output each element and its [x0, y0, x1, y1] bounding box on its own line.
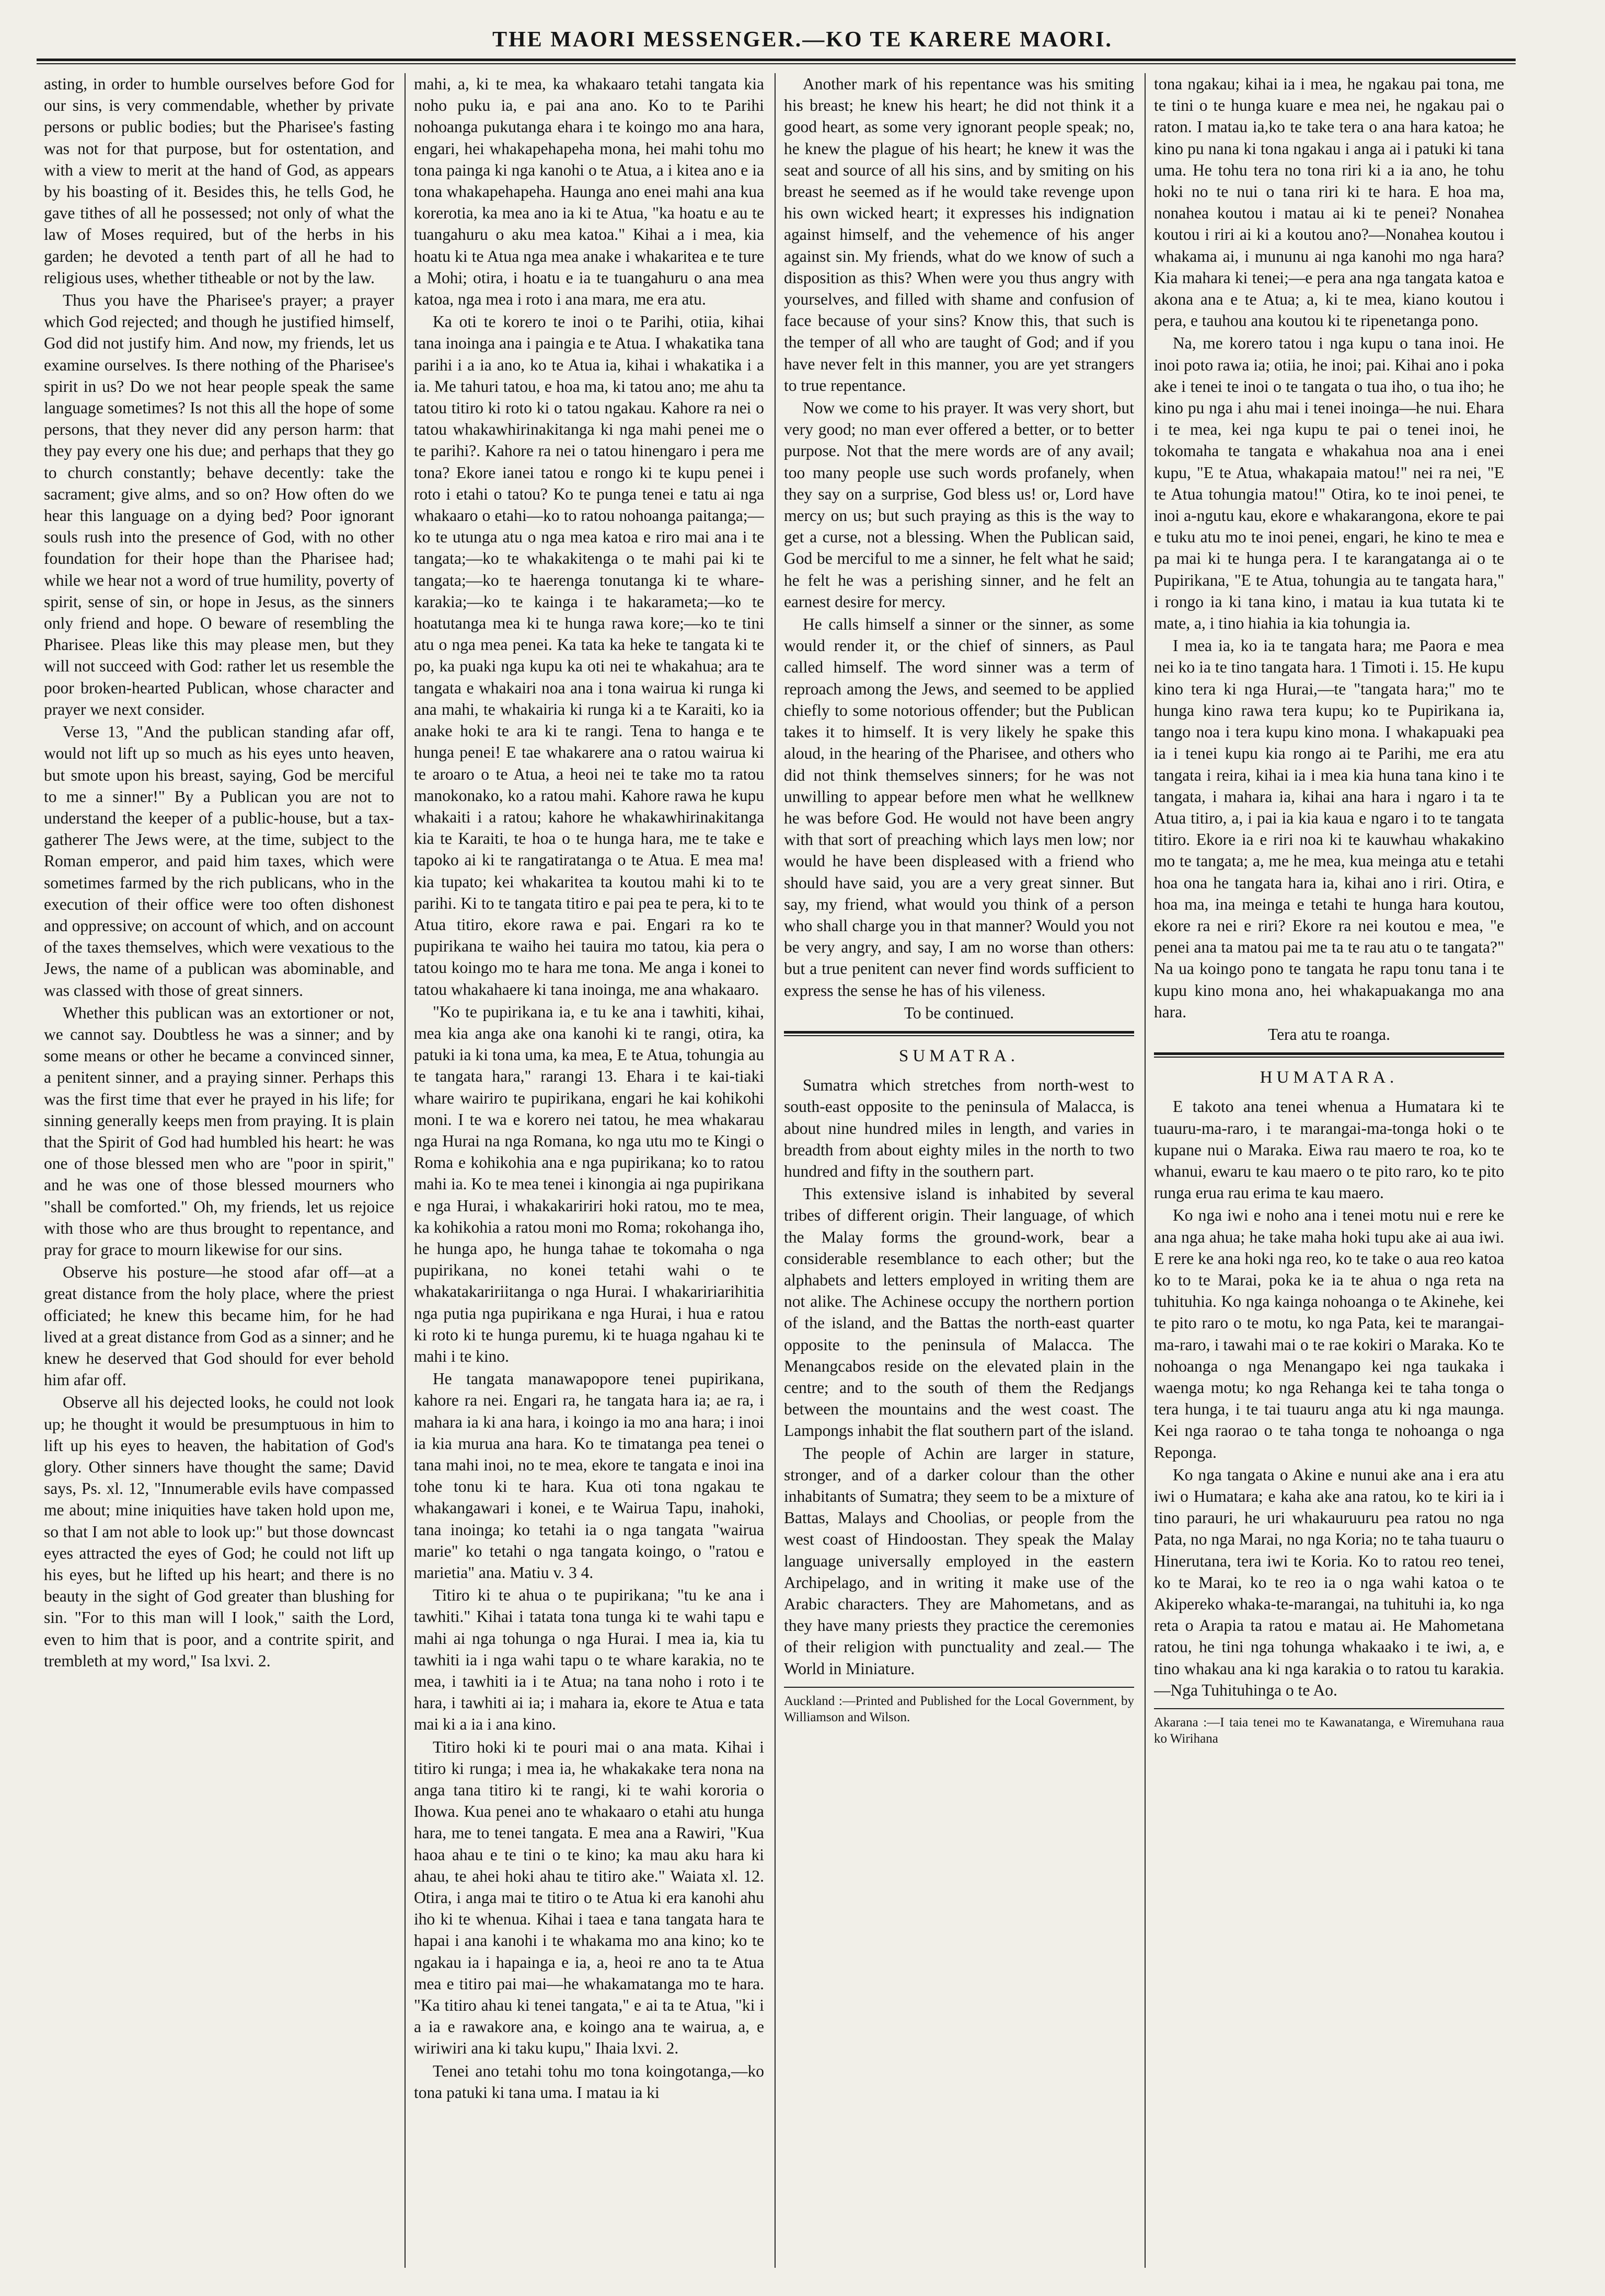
- paragraph: Another mark of his repentance was his smiting his breast; he knew his heart; he did not think it a good heart, as some very ignorant people speak; no, he knew the plague of his heart; he knew it was the seat and source of all his sins, and by smiting on his breast he seemed as if he would take revenge upon his own wicked heart; it expresses his indignation against himself, and the vehemence of his anger against sin. My friends, what do we know of such a disposition as this? When were you thus angry with yourselves, and filled with shame and confusion of face because of your sins? Know this, that such is the temper of all who are taught of God; and if you have never felt in this manner, you are yet strangers to true repentance.: [784, 75, 1134, 395]
- paragraph: The people of Achin are larger in stature, stronger, and of a darker colour than the other inhabitants of Sumatra; they seem to be a mixture of Battas, Malays and Choolias, or people from the west coast of Hindoostan. They speak the Malay language universally employed in the eastern Archipelago, and in writing it make use of the Arabic characters. They are Mahometans, and as they have many priests they practice the ceremonies of their religion with punctuality and zeal.— The World in Miniature.: [784, 1444, 1134, 1678]
- paragraph: Ko nga iwi e noho ana i tenei motu nui e rere ke ana nga ahua; he take maha hoki tupu ake ai aua iwi. E rere ke ana hoki nga reo, ko te take o aua reo katoa ko to te Marai, poka ke ia te ahua o nga reta na tuhituhia. Ko nga kainga nohoanga o te Akinehe, kei te pito raro o te motu, ko nga Pata, kei te marangai-ma-raro, i tawahi mai o te rae kokiri o Maraka. Ko te nohoanga o nga Menangapo kei nga taukaka i waenga motu; ko nga Rehanga kei te taha tonga o tera hunga, i te tai tuauru anga atu ki nga maunga. Kei nga raorao o te taha tonga te nohoanga o nga Reponga.: [1154, 1206, 1504, 1462]
- paragraph: Ko nga tangata o Akine e nunui ake ana i era atu iwi o Humatara; e kaha ake ana ratou, ko te kiri ia i tino parauri, he uri whakauruuru pea ratou no nga Pata, no nga Marai, no nga Koria; no te taha tuauru o Hinerutana, tera iwi te Koria. Ko to ratou reo tenei, ko te Marai, ko te reo ia o nga wahi katoa o te Akipereko whaka-te-marangai, na tuhituhi ia, ko nga reta o Arapia ta ratou e matau ai. He Mahometana ratou, he tini nga tohunga whakaako i te iwi, a, e tino whakau ana ki nga karakia o to ratou tu karakia.—Nga Tuhituhinga o te Ao.: [1154, 1465, 1504, 1699]
- paragraph: Tenei ano tetahi tohu mo tona koingotanga,—ko tona patuki ki tana uma. I matau ia ki: [414, 2061, 764, 2102]
- paragraph: E takoto ana tenei whenua a Humatara ki te tuauru-ma-raro, i te marangai-ma-tonga hoki o te kupane nui o Maraka. Eiwa rau maero te roa, ko te whanui, ewaru te kau maero o te pito raro, ko te pito runga erua rau erima te kau maero.: [1154, 1097, 1504, 1202]
- paragraph: Whether this publican was an extortioner or not, we cannot say. Doubtless he was a sinner; and by some means or other he became a convinced sinner, a penitent sinner, and a praying sinner. Perhaps this was the first time that ever he prayed in his life; for sinning generally keeps men from praying. It is plain that the Spirit of God had humbled his heart: he was one of those blessed men who are "poor in spirit," and he was one of those blessed mourners who "shall be comforted." Oh, my friends, let us rejoice with those who are thus brought to repentance, and pray for grace to mourn likewise for our sins.: [44, 1003, 394, 1259]
- column-divider: [405, 73, 406, 2268]
- section-heading-humatara: HUMATARA.: [1260, 1068, 1399, 1087]
- to-be-continued: To be continued.: [904, 1003, 1014, 1022]
- masthead-rule: [37, 59, 1516, 61]
- paragraph: Now we come to his prayer. It was very short, but very good; no man ever offered a better, or to better purpose. Not that the mere words are of any avail; too many people use such words profanely, when they say on a surprise, God bless us! or, Lord have mercy on us; but such praying as this is the way to get a curse, not a blessing. When the Publican said, God be merciful to me a sinner, he felt what he said; he felt he was a perishing sinner, and he felt an earnest desire for mercy.: [784, 399, 1134, 611]
- column-3-english: [784, 73, 1134, 2278]
- column-2-maori-sermon: [414, 73, 764, 2278]
- paragraph: This extensive island is inhabited by several tribes of different origin. Their language, of which the Malay forms the ground-work, bear a considerable resemblance to each other; but the alphabets and letters employed in writing them are not alike. The Achinese occupy the northern portion of the island, and the Battas the north-east quarter opposite to the peninsula of Malacca. The Menangcabos reside on the elevated plain in the centre; and to the south of them the Redjangs between the mountains and the west coast. The Lampongs inhabit the flat southern part of the island.: [784, 1185, 1134, 1440]
- paragraph: Observe all his dejected looks, he could not look up; he thought it would be presumptuous in him to lift up his eyes to heaven, the habitation of God's glory. Other sinners have thought the same; David says, Ps. xl. 12, "Innumerable evils have compassed me about; mine iniquities have taken hold upon me, so that I am not able to look up:" but those downcast eyes attracted the eyes of God; he could not lift up his eyes, but he lifted up his heart; and there is no beauty in the sight of God greater than blushing for sin. "For to this man will I look," saith the Lord, even to him that is poor, and a contrite spirit, and trembleth at my word," Isa lxvi. 2.: [44, 1393, 394, 1670]
- paragraph: Titiro hoki ki te pouri mai o ana mata. Kihai i titiro ki runga; i mea ia, he whakakake tera nona na anga tana titiro ki te rangi, ki te wahi kororia o Ihowa. Kua penei ano te whakaaro o etahi atu hunga hara, me to tenei tangata. E mea ana a Rawiri, "Kua haoa ahau e te tini o te kino; ka mau aku hara ki ahau, te ahei hoki ahau te titiro ake." Waiata xl. 12. Otira, i anga mai te titiro o te Atua ki era kanohi ahu iho ki te whenua. Kihai i taea e tana tangata hara te hapai i ana kanohi i te whakama mo ana kino; ko te ngakau ia i hapainga e ia, a, heoi re ano ta te Atua mea e titiro pai mai—he whakamatanga mo te hara. "Ka titiro ahau ki tenei tangata," e ai ta te Atua, "ki i a ia e rawakore ana, e koingo ana te wairua, a, e wiriwiri ana ki taku kupu," Ihaia lxvi. 2.: [414, 1737, 764, 2058]
- paragraph: "Ko te pupirikana ia, e tu ke ana i tawhiti, kihai, mea kia anga ake ona kanohi ki te rangi, otira, ka patuki ia ki tona uma, ka mea, E te Atua, tohungia au te tangata hara," rarangi 13. Ehara i te kai-tiaki whare wairiro te pupirikana, engari he kai kohikohi moni. I te wa e korero nei tatou, he mea whakarau nga Hurai na nga Romana, ko nga utu mo te Kingi o Roma e kohikohia ana e nga pupirikana; ko to ratou mahi ia. Ko te mea tenei i kinongia ai nga pupirikana e nga Hurai, i whakakaririri hoki ratou, mo te mea, ka kohikohia a ratou moni mo Roma; rokohanga iho, he hunga apo, he hunga tahae te tokomaha o nga pupirikana, no konei tetahi wahi o te whakatakaririitanga o nga Hurai. I whakaririarihitia nga putia nga pupirikana e nga Hurai, i hua e ratou ki roto ki te hunga puremu, ki te huaga ngahau ki te mahi i te kino.: [414, 1002, 764, 1365]
- to-be-continued-maori: Tera atu te roanga.: [1268, 1025, 1390, 1043]
- paragraph: Titiro ki te ahua o te pupirikana; "tu ke ana i tawhiti." Kihai i tatata tona tunga ki te wahi tapu e mahi ai nga tohunga o nga Hurai. I mea ia, kia tu tawhiti ia i nga wahi tapu o te whare karakia, no te mea, i tawhiti ia i te Atua; na tana noho i roto i te hara, i tawhiti ai ia; i mahara ia, ekore te Atua e tata mai ki a ia i ana kino.: [414, 1586, 764, 1734]
- section-heading-sumatra: SUMATRA.: [899, 1046, 1019, 1065]
- paragraph: mahi, a, ki te mea, ka whakaaro tetahi tangata kia noho puku ia, e pai ana ano. Ko to te Parihi nohoanga pukutanga ehara i te koingo mo ana hara, engari, hei whakapehapeha mona, hei mahi tohu mo tona painga ki nga kanohi o te Atua, a i kitea ano e ia tona whakapehapeha. Haunga ano enei mahi ana kua korerotia, ka mea ano ia ki te Atua, "ka hoatu e au te tuangahuru o aku mea katoa." Kihai a i mea, kia hoatu ki te Atua nga mea anake i whakaritea e te ture a Mohi; otira, i hoatu e ia te tuangahuru o ana mea katoa, nga mea i roto i ana mara, me era atu.: [414, 75, 764, 309]
- paragraph: Observe his posture—he stood afar off—at a great distance from the holy place, where the priest officiated; he knew this became him, for he had lived at a great distance from God as a sinner; and he knew he deserved that God should for ever behold him afar off.: [44, 1263, 394, 1389]
- paragraph: Thus you have the Pharisee's prayer; a prayer which God rejected; and though he justified himself, God did not justify him. And now, my friends, let us examine ourselves. Is there nothing of the Pharisee's spirit in us? Do we not hear people speak the same language sometimes? Is not this all the hope of some persons, that they never did any person harm: that they pay every one his due; and perhaps that they go to church constantly; behave decently: take the sacrament; give alms, and so on? How often do we hear this language on a dying bed? Poor ignorant souls rush into the presence of God, with no other foundation for their hope than the Pharisee had; while we hear not a word of true humility, poverty of spirit, sense of sin, or hope in Jesus, as the sinners only friend and hope. O beware of resembling the Pharisee. Pleas like this may please men, but they will not succeed with God: rather let us resemble the poor broken-hearted Publican, whose character and prayer we next consider.: [44, 291, 394, 718]
- masthead-title: THE MAORI MESSENGER.—KO TE KARERE MAORI.: [492, 28, 1113, 52]
- column-1-english-sermon: [44, 73, 394, 2278]
- imprint-english: Auckland :—Printed and Published for the Local Government, by Williamson and Wilson.: [784, 1687, 1134, 1725]
- section-rule: [1154, 1052, 1504, 1055]
- paragraph: He calls himself a sinner or the sinner, as some would render it, or the chief of sinners, as Paul called himself. The word sinner was a term of reproach among the Jews, and seemed to be applied chiefly to some notorious offender; but the Publican takes it to himself. It is very likely he spake this aloud, in the hearing of the Pharisee, and others who did not think themselves sinners; for he was not unwilling to appear before men what he wellknew he was before God. He would not have been angry with that sort of preaching which lays men low; nor would he have been displeased with a friend who should have said, you are a very great sinner. But say, my friend, what would you think of a person who shall charge you in that manner? Would you not be very angry, and say, I am no worse than others: but a true penitent can never find words sufficient to express the sense he has of his vileness.: [784, 615, 1134, 1000]
- paragraph: Na, me korero tatou i nga kupu o tana inoi. He inoi poto rawa ia; otiia, he inoi; pai. Kihai ano i poka ake i tenei te inoi o te tangata o tua iho, o tua iho; he kino pu nga i ahu mai i tenei inoinga—he nui. Ehara i te mea, kei nga kupu te pai o tenei inoi, he tokomaha te tangata e whakahua noa ana i enei kupu, "E te Atua, whakapaia matou!" nei ra nei, "E te Atua tohungia matou!" Otira, ko te inoi penei, te inoi a-ngutu kau, ekore e whakarangona, ekore te pai e tuku atu mo te inoi penei, engari, he kino te mea e pa mai ki te hunga pera. I te karangatanga ai o te Pupirikana, "E te Atua, tohungia au te tangata hara," i rongo ia ki tana kino, i matau ia kua tutata ki te mate, a, i tino hiahia ia kia tohungia ia.: [1154, 334, 1504, 633]
- masthead: [0, 0, 1605, 63]
- paragraph: Ka oti te korero te inoi o te Parihi, otiia, kihai tana inoinga ana i paingia e te Atua. I whakatika tana parihi i a ia ano, ko te Atua ia, kihai i whakatika i a ia. Me tahuri tatou, e hoa ma, ki tatou ano; me ahu ta tatou titiro ki roto ki o tatou ngakau. Kahore ra nei o tatou whakawhirinakitanga ki nga mahi penei me o te parihi?. Kahore ra nei o tatou hinengaro i pera me tona? Ekore ianei tatou e rongo ki te kupu penei i roto i etahi o tatou? Ko te punga tenei e tatu ai nga whakaaro o etahi—ko to ratou nohoanga paitanga;—ko te utunga atu o nga mea katoa e riro mai ana i te tangata;—ko te whakakitenga o te mahi pai ki te tangata;—ko te haerenga tonutanga ki te whare-karakia;—ko te kainga i te hakarameta;—ko te hoatutanga mea ki te hunga rawa kore;—ko te tini atu o nga mea penei. Ka tata ka heke te tangata ki te po, ka puaki nga kupu ka oti nei te whakahua; ara te tangata e whakairi noa ana i tona wairua ki runga ki ana mahi, te whakairia ki runga ki a te Karaiti, ko ia anake hoki te ara ki te rangi. Tena to hanga e te hunga penei! E tae whakarere ana o ratou wairua ki te aroaro o te Atua, a heoi nei te take mo ta ratou manokonako, ko a ratou mahi. Kahore rawa he kupu whakaiti i a ratou; kahore he whakawhirinakitanga kia te Karaiti, te hoa o te hunga hara, me te take e tapoko ai ki te rangatiratanga o te Atua. E mea ma! kia tupato; kei whakaritea ta koutou mahi ki to te parihi. Ki to te tangata titiro e pai pea te pera, ki to te Atua titiro, ekore rawa e pai. Engari ra ko te pupirikana te waiho hei tauira mo tatou, kia pera o tatou koingo mo te hara me tona. Me anga i konei to tatou whakahaere ki tana inoinga, me ana whakaaro.: [414, 312, 764, 999]
- column-4-maori: [1154, 73, 1504, 2278]
- paragraph: Sumatra which stretches from north-west to south-east opposite to the peninsula of Malacca, is about nine hundred miles in length, and varies in breadth from about eighty miles in the north to two hundred and fifty in the southern part.: [784, 1076, 1134, 1180]
- paragraph: asting, in order to humble ourselves before God for our sins, is very commendable, whether by private persons or public bodies; but the Pharisee's fasting was not for that purpose, but for ostentation, and with a view to merit at the hand of God, as appears by his boasting of it. Besides this, he tells God, he gave tithes of all he possessed; not only of what the law of Moses required, but of the herbs in his garden; he devoted a tenth part of all he had to religious uses, whether titheable or not by the law.: [44, 75, 394, 287]
- paragraph: tona ngakau; kihai ia i mea, he ngakau pai tona, me te tini o te hunga kuare e mea nei, he ngakau pai o raton. I matau ia,ko te take tera o ana hara katoa; he kino pu nana ki tona ngakau i anga ai i patuki ki tana uma. He tohu tera no tona riri ki a ia ano, he tohu hoki no te nui o tana riri ki te hara. E hoa ma, nonahea koutou i matau ai ki te penei? Nonahea koutou i riri ai ki a koutou ano?—Nonahea koutou i whakama ai, i mununu ai nga kanohi mo nga hara? Kia mahara ki tenei;—e pera ana nga tangata katoa e akona ana e te Atua; a, ki te mea, kiano koutou i pera, e tauhou ana koutou ki te ripenetanga pono.: [1154, 75, 1504, 330]
- paragraph: Verse 13, "And the publican standing afar off, would not lift up so much as his eyes unto heaven, but smote upon his breast, saying, God be merciful to me a sinner!" By a Publican you are not to understand the keeper of a public-house, but a tax-gatherer The Jews were, at the time, subject to the Roman emperor, and paid him taxes, which were sometimes farmed by the rich publicans, who in the execution of their office were too often dishonest and oppressive; on account of which, and on account of the taxes themselves, which were vexatious to the Jews, the name of a publican was abominable, and was classed with those of great sinners.: [44, 723, 394, 1000]
- column-divider: [1145, 73, 1146, 2268]
- section-rule-thin: [784, 1035, 1134, 1036]
- paragraph: He tangata manawapopore tenei pupirikana, kahore ra nei. Engari ra, he tangata hara ia; ae ra, i mahara ia ki ana hara, i koingo ia mo ana hara; i inoi ia kia murua ana hara. Ko te timatanga pea tenei o tana mahi inoi, no te mea, ekore te tangata e inoi ina tohe tonu ki te hara. Kua oti tona ngakau te whakangawari i konei, e te Wairua Tapu, inahoki, tana inoinga; ko tetahi ia o nga tangata "wairua marie" ko tetahi o nga tangata koingo, o "ratou e marietia" ana. Matiu v. 3 4.: [414, 1370, 764, 1582]
- imprint-maori: Akarana :—I taia tenei mo te Kawanatanga, e Wiremuhana raua ko Wirihana: [1154, 1708, 1504, 1747]
- section-rule: [784, 1031, 1134, 1034]
- column-divider: [775, 73, 776, 2268]
- paragraph: I mea ia, ko ia te tangata hara; me Paora e mea nei ko ia te tino tangata hara. 1 Timoti i. 15. He kupu kino tera ki nga Hurai,—te "tangata hara;" mo te hunga kino rawa tera kupu; ko te Pupirikana ia, tango noa i tera kupu kino mona. I whakapuaki pea ia i tenei kupu kia rongo ai te Parihi, me era atu tangata i reira, kihai ia i mea kia huna tana kino i te tangata, i mahara ia, kihai ana hara i ngaro i ta te Atua titiro, a, i pai ia kia kaua e ngaro i to te tangata titiro. Ekore ia e riri noa ki te kauwhau whakakino mo te tangata; a, me he mea, kua meinga atu e tetahi hoa ona he tangata hara ia, kihai ano i riri. Otira, e hoa ma, ina meinga e tetahi te hunga hara koutou, ekore ra nei e riri? Ekore ra nei koutou e mea, "e penei ana ta matou pai me ta te rau atu o te tangata?" Na ua koingo pono te tangata he rapu tonu tana i te kupu kino mona ano, hei whakapuakanga mo ana hara.: [1154, 636, 1504, 1021]
- section-rule-thin: [1154, 1057, 1504, 1058]
- masthead-rule-thin: [37, 63, 1516, 64]
